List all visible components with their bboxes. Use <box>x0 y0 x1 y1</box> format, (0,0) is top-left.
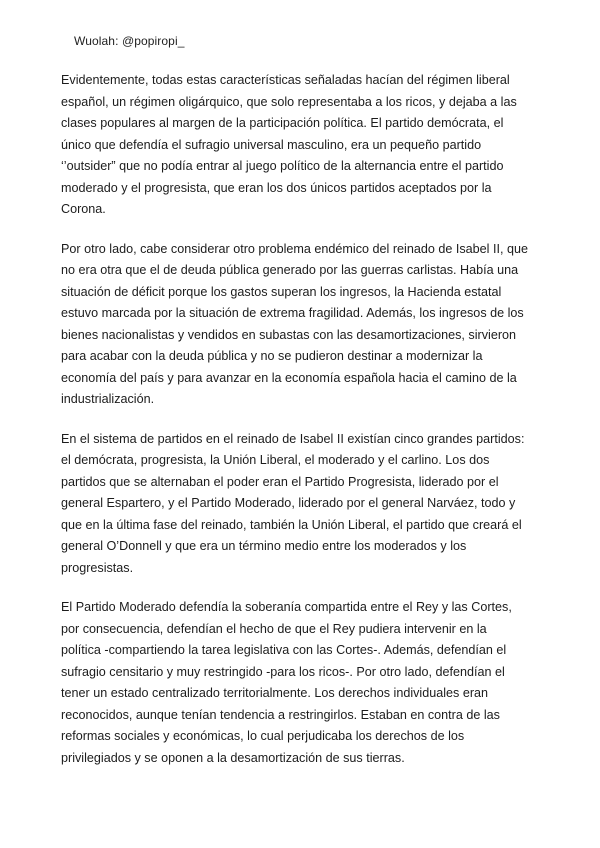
paragraph: El Partido Moderado defendía la soberanía compartida entre el Rey y las Cortes, por consecuencia, defendían el hecho de que el Rey pudiera intervenir en la política -compartiendo la tarea legislativa con las Cortes-. Además, defendían el sufragio censitario y muy restringido -para los ricos-. Por otro lado, defendían el tener un estado centralizado territorialmente. Los derechos individuales eran reconocidos, aunque tenían tendencia a restringirlos. Estaban en contra de las reformas sociales y económicas, lo cual perjudicaba los derechos de los privilegiados y se oponen a la desamortización de sus tierras. <box>61 600 512 765</box>
paragraph: Por otro lado, cabe considerar otro problema endémico del reinado de Isabel II, que no era otra que el de deuda pública generado por las guerras carlistas. Había una situación de déficit porque los gastos superan los ingresos, la Hacienda estatal estuvo marcada por la situación de extrema fragilidad. Además, los ingresos de los bienes nacionalistas y vendidos en subastas con las desamortizaciones, sirvieron para acabar con la deuda pública y no se pudieron destinar a modernizar la economía del país y para avanzar en la economía española hacia el camino de la industrialización. <box>61 241 528 406</box>
watermark-text: Wuolah: @popiropi_ <box>74 34 185 48</box>
paragraph: En el sistema de partidos en el reinado de Isabel II existían cinco grandes partidos: el demócrata, progresista, la Unión Liberal, el moderado y el carlino. Los dos partidos que se alternaban el poder eran el Partido Progresista, liderado por el general Espartero, y el Partido Moderado, liderado por el general Narváez, todo y que en la última fase del reinado, también la Unión Liberal, el partido que creará el general O’Donnell y que era un término medio entre los moderados y los progresistas. <box>61 431 525 575</box>
document-body <box>61 70 529 787</box>
paragraph: Evidentemente, todas estas características señaladas hacían del régimen liberal español, un régimen oligárquico, que solo representaba a los ricos, y dejaba a las clases populares al margen de la participación política. El partido demócrata, el único que defendía el sufragio universal masculino, era un pequeño partido ‘’outsider” que no podía entrar al juego político de la alternancia entre el partido moderado y el progresista, que eran los dos únicos partidos aceptados por la Corona. <box>61 73 517 216</box>
